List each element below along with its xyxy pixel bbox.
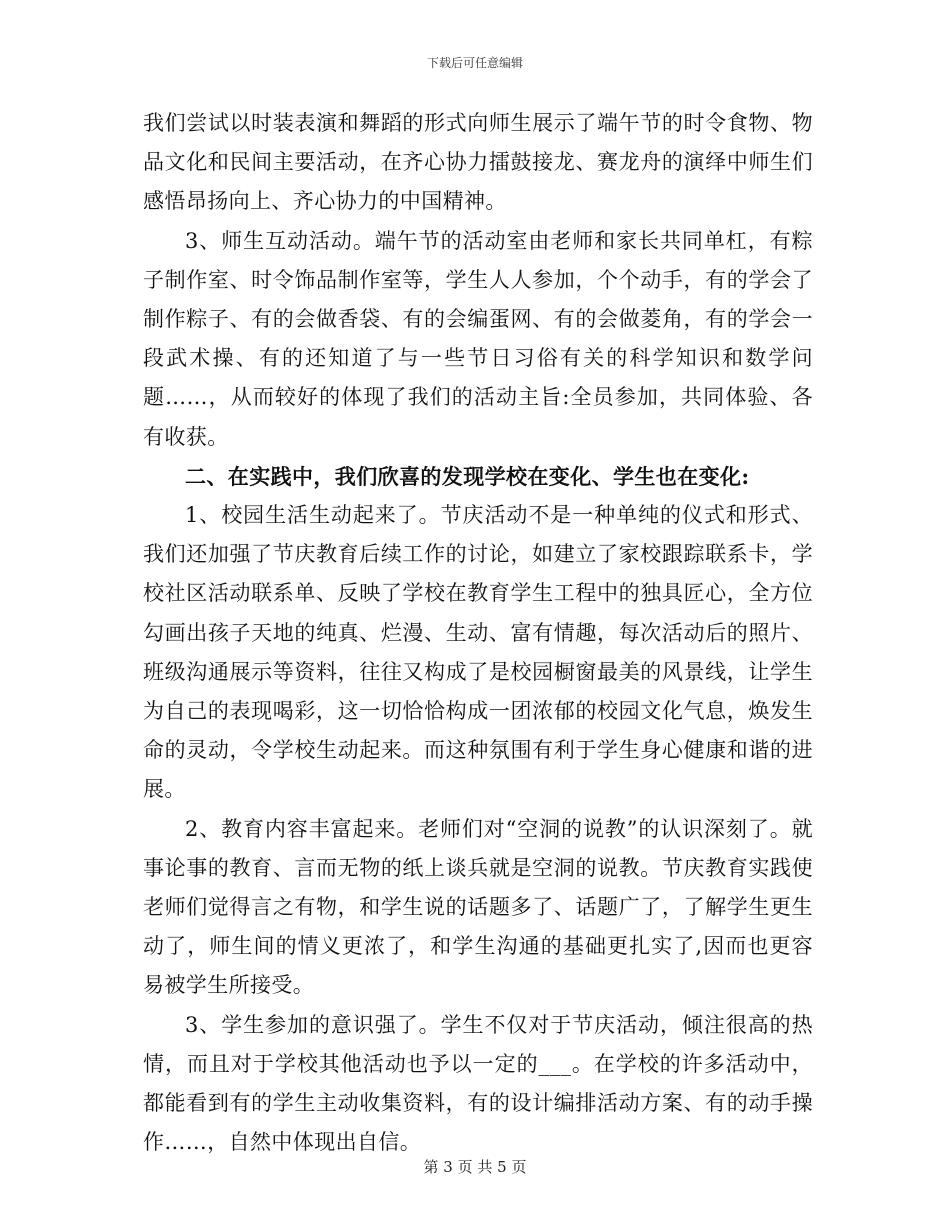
document-body [143,104,813,1162]
paragraph-student-participation: 3、学生参加的意识强了。学生不仅对于节庆活动，倾注很高的热情，而且对于学校其他活动也予以一定的___。在学校的许多活动中，都能看到有的学生主动收集资料，有的设计编排活动方案、有的动手操作……，自然中体现出自信。 [143,1012,813,1155]
paragraph-teacher-student-activity: 3、师生互动活动。端午节的活动室由老师和家长共同单杠，有粽子制作室、时令饰品制作室等，学生人人参加，个个动手，有的学会了制作粽子、有的会做香袋、有的会编蛋网、有的会做菱角，有的学会一段武术操、有的还知道了与一些节日习俗有关的科学知识和数学问题……，从而较好的体现了我们的活动主旨:全员参加，共同体验、各有收获。 [143,228,813,449]
header-note: 下载后可任意编辑 [426,56,523,70]
page-number: 第 3 页 共 5 页 [423,1158,527,1176]
paragraph-continuation: 我们尝试以时装表演和舞蹈的形式向师生展示了端午节的时令食物、物品文化和民间主要活动，在齐心协力擂鼓接龙、赛龙舟的演绎中师生们感悟昂扬向上、齐心协力的中国精神。 [143,111,813,214]
paragraph-education-content: 2、教育内容丰富起来。老师们对“空洞的说教”的认识深刻了。就事论事的教育、言而无物的纸上谈兵就是空洞的说教。节庆教育实践使老师们觉得言之有物，和学生说的话题多了、话题广了，了解学生更生动了，师生间的情义更浓了，和学生沟通的基础更扎实了,因而也更容易被学生所接受。 [143,816,813,998]
section-heading: 二、在实践中，我们欣喜的发现学校在变化、学生也在变化: [185,463,750,489]
paragraph-campus-life: 1、校园生活生动起来了。节庆活动不是一种单纯的仪式和形式、我们还加强了节庆教育后续工作的讨论，如建立了家校跟踪联系卡，学校社区活动联系单、反映了学校在教育学生工程中的独具匠心，全方位勾画出孩子天地的纯真、烂漫、生动、富有情趣，每次活动后的照片、班级沟通展示等资料，往往又构成了是校园橱窗最美的风景线，让学生为自己的表现喝彩，这一切恰恰构成一团浓郁的校园文化气息，焕发生命的灵动，令学校生动起来。而这种氛围有利于学生身心健康和谐的进展。 [143,503,813,802]
